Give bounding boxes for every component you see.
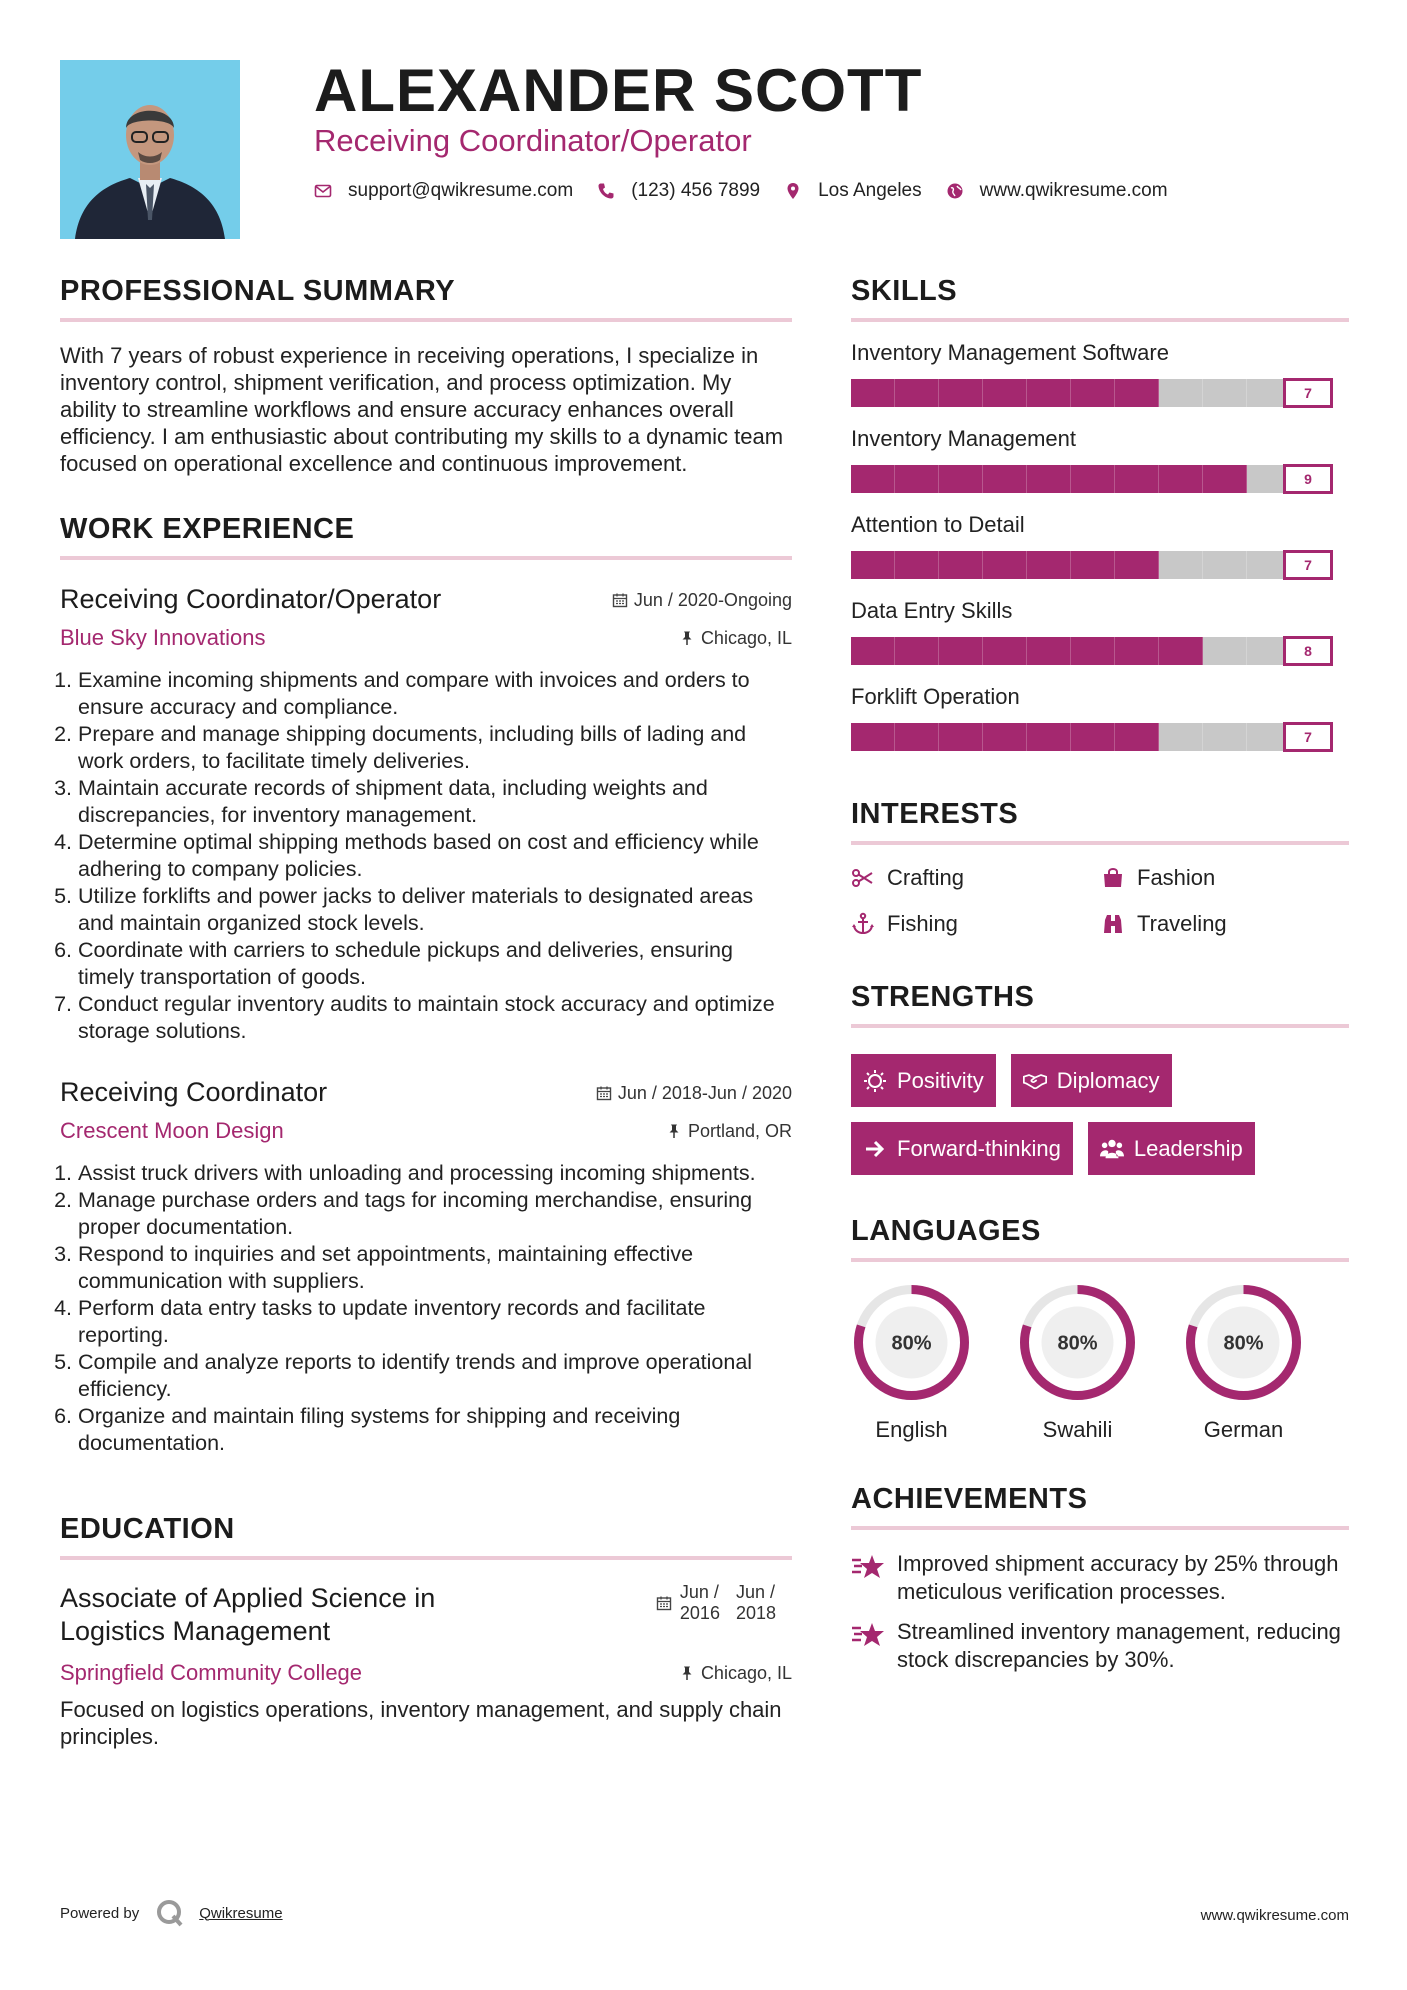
skill-bar xyxy=(851,464,1349,494)
job-duties xyxy=(60,1160,792,1457)
portrait-image xyxy=(60,60,240,239)
skill-bar-segment xyxy=(1159,637,1203,665)
strength-tag xyxy=(1011,1054,1172,1107)
skill-name: Inventory Management Software xyxy=(851,340,1169,365)
location-text: Los Angeles xyxy=(818,180,922,201)
interest-item xyxy=(1101,911,1349,937)
strengths-list xyxy=(851,1054,1349,1175)
skill-bar-segment xyxy=(851,637,895,665)
duty-item: 6. Organize and maintain filing systems for shipping and receiving documentation. xyxy=(78,1403,792,1457)
start-month: Jun / xyxy=(679,1582,719,1602)
achievement-text: Improved shipment accuracy by 25% through meticulous verification processes. xyxy=(897,1551,1339,1604)
skill-bar-segment xyxy=(1203,723,1247,751)
website-text: www.qwikresume.com xyxy=(979,180,1168,201)
skill-bar-segment xyxy=(1071,551,1115,579)
left-column xyxy=(60,275,792,1750)
strength-label: Forward-thinking xyxy=(897,1135,1061,1161)
skills-list xyxy=(851,340,1349,752)
skill-bar-segment xyxy=(983,551,1027,579)
language-ring xyxy=(851,1282,972,1403)
footer-website[interactable]: www.qwikresume.com xyxy=(1200,1907,1349,1924)
phone-icon xyxy=(597,182,615,200)
languages-section xyxy=(851,1215,1349,1443)
skill-bar-segment xyxy=(851,551,895,579)
strengths-section xyxy=(851,981,1349,1175)
contact-phone[interactable] xyxy=(597,180,760,202)
duty-item: 1. Examine incoming shipments and compare with invoices and orders to ensure accuracy and compliance. xyxy=(78,667,792,721)
education-dates xyxy=(656,1582,792,1624)
summary-section xyxy=(60,275,792,477)
skill-name: Inventory Management xyxy=(851,426,1077,451)
language-name: Swahili xyxy=(1042,1417,1113,1442)
end-month: Jun / xyxy=(735,1582,775,1602)
contact-bar xyxy=(314,180,1192,202)
duty-item: 4. Perform data entry tasks to update inventory records and facilitate reporting. xyxy=(78,1295,792,1349)
skill-bar-segment xyxy=(851,723,895,751)
skill-bar-segment xyxy=(1071,723,1115,751)
skill-item xyxy=(851,426,1349,494)
contact-location xyxy=(784,180,922,202)
right-column xyxy=(851,275,1349,1686)
achievements-heading: ACHIEVEMENTS xyxy=(851,1483,1349,1530)
strengths-heading: STRENGTHS xyxy=(851,981,1349,1028)
duty-item: 5. Utilize forklifts and power jacks to deliver materials to designated areas and maintain organized stock levels. xyxy=(78,883,792,937)
brand-link[interactable]: Qwikresume xyxy=(199,1904,283,1922)
candidate-title: Receiving Coordinator/Operator xyxy=(314,123,752,158)
start-year: 2016 xyxy=(679,1603,720,1623)
shopping-bag-icon xyxy=(1101,866,1125,890)
skills-section xyxy=(851,275,1349,752)
skill-bar-segment xyxy=(1027,465,1071,493)
interests-heading: INTERESTS xyxy=(851,798,1349,845)
school-name: Springfield Community College xyxy=(60,1660,363,1685)
end-date xyxy=(736,1582,776,1624)
education-description: Focused on logistics operations, inventory management, and supply chain principles. xyxy=(60,1697,782,1749)
skills-heading: SKILLS xyxy=(851,275,1349,322)
start-date xyxy=(680,1582,720,1624)
company-name: Blue Sky Innovations xyxy=(60,625,266,650)
skill-bar-segment xyxy=(1027,551,1071,579)
skill-bar-segment xyxy=(851,379,895,407)
skill-bar-segment xyxy=(1071,379,1115,407)
skill-bar xyxy=(851,378,1349,408)
skill-bar-segment xyxy=(1203,465,1247,493)
scissors-icon xyxy=(851,866,875,890)
skill-bar-segment xyxy=(1159,551,1203,579)
skill-bar-segment xyxy=(939,551,983,579)
language-item xyxy=(1183,1282,1304,1443)
duty-item: 3. Respond to inquiries and set appointments, maintaining effective communication with suppliers. xyxy=(78,1241,792,1295)
skill-score: 7 xyxy=(1283,378,1333,408)
interest-label: Fishing xyxy=(887,911,958,936)
language-percent: 80% xyxy=(1057,1332,1098,1355)
email-text: support@qwikresume.com xyxy=(348,180,574,201)
duty-item: 2. Prepare and manage shipping documents, including bills of lading and work orders, to facilitate timely deliveries. xyxy=(78,721,792,775)
profile-photo xyxy=(60,60,240,239)
strength-label: Leadership xyxy=(1133,1135,1243,1161)
job-date xyxy=(596,1083,792,1104)
skill-item xyxy=(851,512,1349,580)
job-date xyxy=(612,590,792,611)
calendar-icon xyxy=(656,1595,672,1611)
skill-item xyxy=(851,684,1349,752)
interest-item xyxy=(851,911,1101,937)
duty-item: 1. Assist truck drivers with unloading and processing incoming shipments. xyxy=(78,1160,792,1187)
skill-bar-segment xyxy=(1115,637,1159,665)
skill-score: 7 xyxy=(1283,722,1333,752)
achievement-item xyxy=(851,1618,1349,1674)
skill-item xyxy=(851,340,1349,408)
skill-name: Data Entry Skills xyxy=(851,598,1013,623)
interests-list xyxy=(851,865,1349,937)
duty-item: 3. Maintain accurate records of shipment data, including weights and discrepancies, for inventory management. xyxy=(78,775,792,829)
interest-label: Crafting xyxy=(887,865,965,890)
skill-bar-segment xyxy=(1027,379,1071,407)
calendar-icon xyxy=(596,1085,612,1101)
summary-text: With 7 years of robust experience in receiving operations, I specialize in inventory control, shipment verification, and process optimization. My ability to streamline workflows and ensure accuracy enhances overall efficiency. I am enthusiastic about contributing my skills to a dynamic team focused on operational excellence and continuous improvement. xyxy=(60,343,784,476)
strength-label: Positivity xyxy=(897,1067,984,1093)
powered-by-text: Powered by xyxy=(60,1904,140,1922)
interest-label: Fashion xyxy=(1137,865,1216,890)
duty-item: 5. Compile and analyze reports to identify trends and improve operational efficiency. xyxy=(78,1349,792,1403)
interests-section xyxy=(851,798,1349,937)
skill-bar-segment xyxy=(983,379,1027,407)
language-name: German xyxy=(1203,1417,1284,1442)
language-percent: 80% xyxy=(891,1332,932,1355)
skill-bar xyxy=(851,636,1349,666)
strength-tag xyxy=(851,1054,996,1107)
job-entry xyxy=(60,1077,792,1457)
skill-name: Forklift Operation xyxy=(851,684,1020,709)
job-entry xyxy=(60,584,792,1045)
strength-label: Diplomacy xyxy=(1056,1067,1160,1093)
skill-bar-segment xyxy=(1071,637,1115,665)
skill-bar-segment xyxy=(1027,637,1071,665)
job-title: Receiving Coordinator/Operator xyxy=(60,584,442,614)
candidate-name: ALEXANDER SCOTT xyxy=(314,57,923,124)
users-icon xyxy=(1100,1137,1124,1161)
achievements-section xyxy=(851,1483,1349,1674)
duty-item: 6. Coordinate with carriers to schedule pickups and deliveries, ensuring timely transportation of goods. xyxy=(78,937,792,991)
shooting-star-icon xyxy=(851,1552,885,1582)
calendar-icon xyxy=(612,592,628,608)
skill-name: Attention to Detail xyxy=(851,512,1025,537)
education-heading: EDUCATION xyxy=(60,1513,792,1560)
phone-text: (123) 456 7899 xyxy=(631,180,761,201)
skill-bar-segment xyxy=(1115,465,1159,493)
duty-item: 7. Conduct regular inventory audits to maintain stock accuracy and optimize storage solutions. xyxy=(78,991,792,1045)
envelope-icon xyxy=(314,182,332,200)
job-location-text: Chicago, IL xyxy=(700,627,792,648)
job-location xyxy=(666,1121,792,1142)
contact-website[interactable] xyxy=(946,180,1168,202)
skill-bar-segment xyxy=(1115,723,1159,751)
strength-tag xyxy=(1088,1122,1255,1175)
skill-bar-segment xyxy=(1115,379,1159,407)
skill-bar-segment xyxy=(895,723,939,751)
achievement-text: Streamlined inventory management, reducing stock discrepancies by 30%. xyxy=(897,1619,1341,1672)
duty-item: 4. Determine optimal shipping methods based on cost and efficiency while adhering to company policies. xyxy=(78,829,792,883)
pushpin-icon xyxy=(679,630,695,646)
interest-item xyxy=(851,865,1101,891)
qwikresume-logo-icon xyxy=(155,1898,185,1928)
duty-item: 2. Manage purchase orders and tags for incoming merchandise, ensuring proper documentation. xyxy=(78,1187,792,1241)
skill-bar-segment xyxy=(939,637,983,665)
languages-heading: LANGUAGES xyxy=(851,1215,1349,1262)
interest-item xyxy=(1101,865,1349,891)
skill-item xyxy=(851,598,1349,666)
skill-bar-segment xyxy=(983,723,1027,751)
skill-bar-segment xyxy=(851,465,895,493)
language-item xyxy=(1017,1282,1138,1443)
skill-bar-segment xyxy=(1203,551,1247,579)
achievement-item xyxy=(851,1550,1349,1606)
summary-heading: PROFESSIONAL SUMMARY xyxy=(60,275,792,322)
language-item xyxy=(851,1282,972,1443)
anchor-icon xyxy=(851,912,875,936)
shooting-star-icon xyxy=(851,1620,885,1650)
skill-bar-segment xyxy=(1027,723,1071,751)
strength-tag xyxy=(851,1122,1073,1175)
skill-bar xyxy=(851,550,1349,580)
skill-bar-segment xyxy=(1159,723,1203,751)
school-location xyxy=(679,1663,792,1684)
sun-icon xyxy=(863,1069,887,1093)
skill-bar-segment xyxy=(1115,551,1159,579)
skill-score: 7 xyxy=(1283,550,1333,580)
degree-title: Associate of Applied Science in Logistics Management xyxy=(60,1583,436,1646)
job-title: Receiving Coordinator xyxy=(60,1077,328,1107)
skill-bar-segment xyxy=(983,637,1027,665)
skill-bar-segment xyxy=(939,723,983,751)
footer-powered-by xyxy=(60,1898,283,1928)
handshake-icon xyxy=(1023,1069,1047,1093)
skill-bar-segment xyxy=(895,551,939,579)
school-location-text: Chicago, IL xyxy=(700,1662,792,1683)
education-section xyxy=(60,1513,792,1750)
languages-list xyxy=(851,1282,1349,1443)
skill-bar-segment xyxy=(1071,465,1115,493)
contact-email[interactable] xyxy=(314,180,573,202)
interest-label: Traveling xyxy=(1137,911,1227,936)
skill-score: 8 xyxy=(1283,636,1333,666)
company-name: Crescent Moon Design xyxy=(60,1118,284,1143)
job-location-text: Portland, OR xyxy=(687,1120,792,1141)
experience-section xyxy=(60,513,792,1457)
job-date-text: Jun / 2020-Ongoing xyxy=(633,589,792,610)
skill-bar-segment xyxy=(1203,637,1247,665)
language-percent: 80% xyxy=(1223,1332,1264,1355)
language-ring xyxy=(1017,1282,1138,1403)
binoculars-icon xyxy=(1101,912,1125,936)
pushpin-icon xyxy=(666,1123,682,1139)
end-year: 2018 xyxy=(735,1603,776,1623)
language-name: English xyxy=(875,1417,948,1442)
experience-heading: WORK EXPERIENCE xyxy=(60,513,792,560)
job-location xyxy=(679,628,792,649)
skill-score: 9 xyxy=(1283,464,1333,494)
skill-bar-segment xyxy=(1159,465,1203,493)
skill-bar-segment xyxy=(1159,379,1203,407)
globe-icon xyxy=(946,182,964,200)
skill-bar-segment xyxy=(895,465,939,493)
skill-bar-segment xyxy=(983,465,1027,493)
skill-bar xyxy=(851,722,1349,752)
pushpin-icon xyxy=(679,1665,695,1681)
skill-bar-segment xyxy=(895,379,939,407)
skill-bar-segment xyxy=(939,465,983,493)
language-ring xyxy=(1183,1282,1304,1403)
map-pin-icon xyxy=(784,182,802,200)
arrow-right-icon xyxy=(863,1137,887,1161)
skill-bar-segment xyxy=(1203,379,1247,407)
job-date-text: Jun / 2018-Jun / 2020 xyxy=(617,1082,792,1103)
job-duties xyxy=(60,667,792,1045)
skill-bar-segment xyxy=(895,637,939,665)
achievements-list xyxy=(851,1550,1349,1674)
skill-bar-segment xyxy=(939,379,983,407)
